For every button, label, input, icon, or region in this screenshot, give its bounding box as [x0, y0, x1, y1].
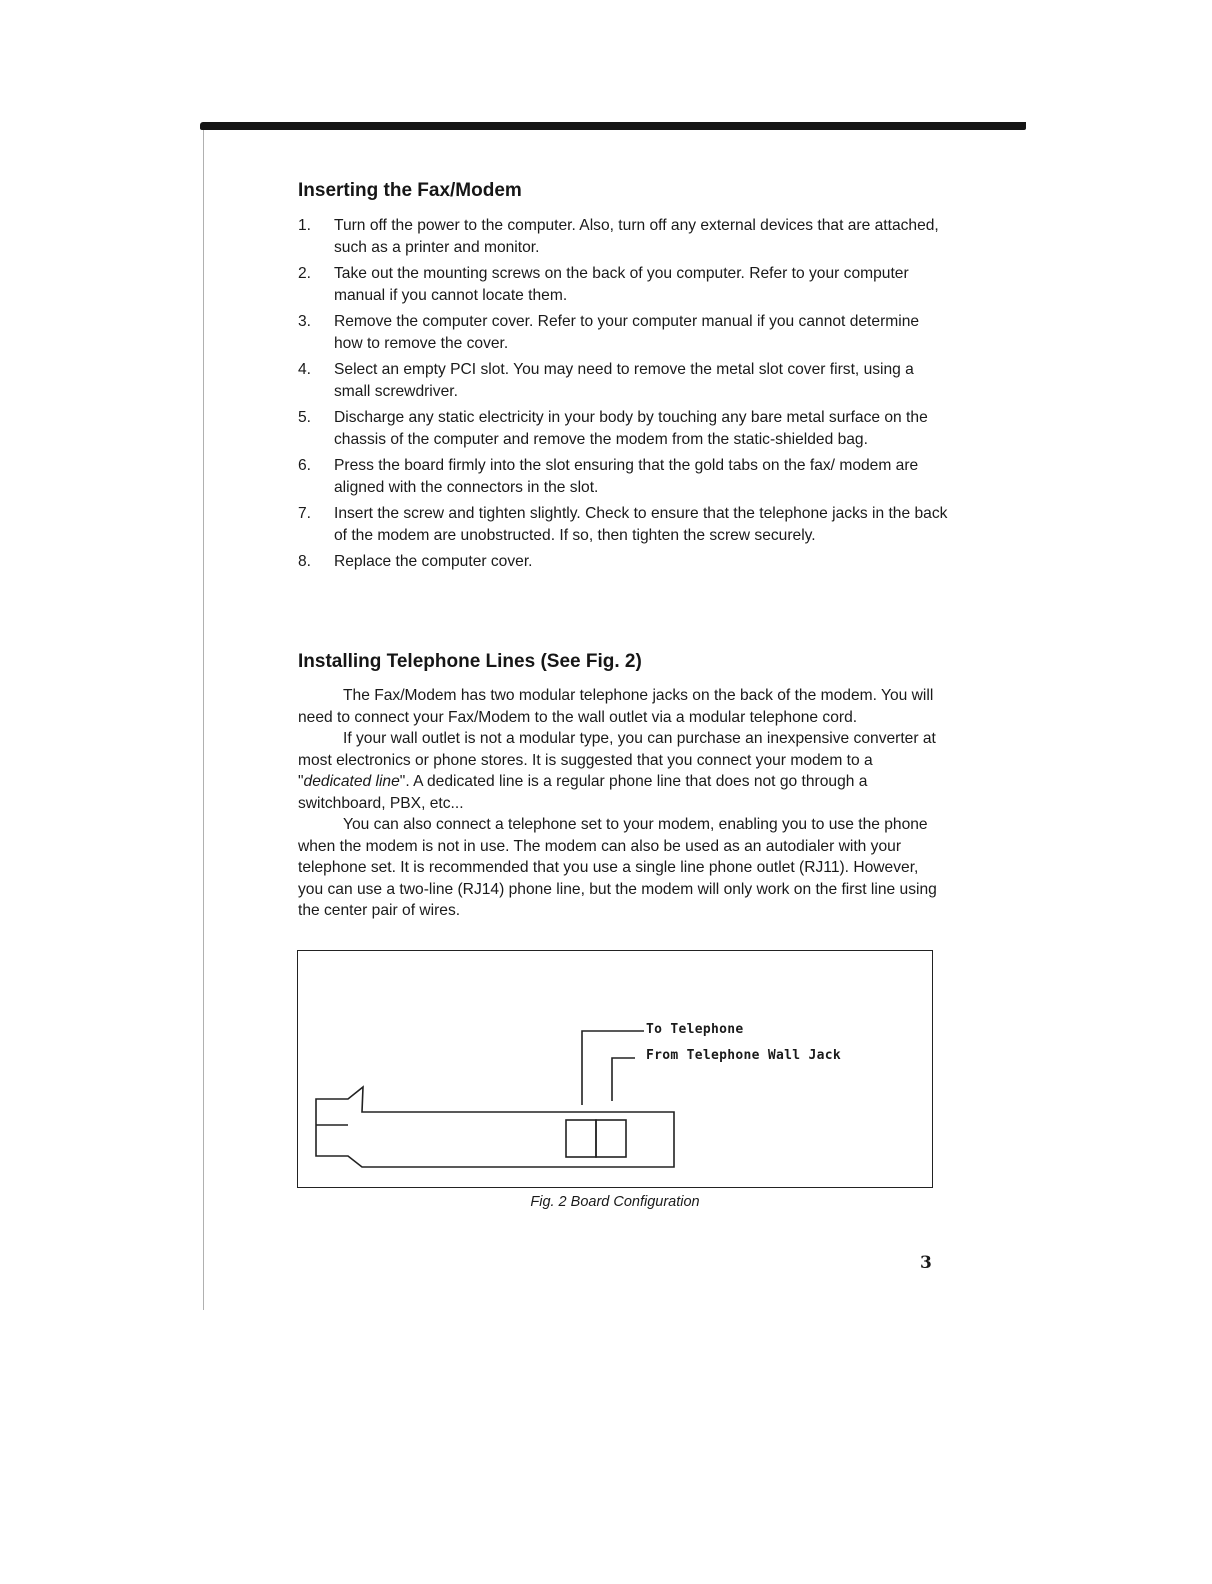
step-number: 3. [298, 313, 312, 330]
list-item [298, 551, 948, 573]
list-item [298, 263, 948, 306]
board-configuration-figure [297, 950, 933, 1188]
step-number: 5. [298, 409, 312, 426]
telephone-lines-body [298, 685, 938, 922]
wall-jack-lead [612, 1058, 635, 1101]
paragraph-text: ". A dedicated line is a regular phone line that does not go through a switchboard, PBX, etc... [298, 773, 868, 812]
step-text: Turn off the power to the computer. Also, turn off any external devices that are attached, such as a printer and monitor. [334, 217, 939, 256]
page-number: 3 [920, 1253, 932, 1273]
step-text: Insert the screw and tighten slightly. Check to ensure that the telephone jacks in the back of the modem are unobstructed. If so, then tighten the screw securely. [334, 505, 948, 544]
step-text: Press the board firmly into the slot ensuring that the gold tabs on the fax/ modem are aligned with the connectors in the slot. [334, 457, 919, 496]
installation-steps [298, 215, 948, 578]
label-from-wall-jack: From Telephone Wall Jack [646, 1048, 842, 1063]
step-number: 1. [298, 217, 312, 234]
paragraph: You can also connect a telephone set to your modem, enabling you to use the phone when the modem is not in use. The modem can also be used as an autodialer with your telephone set. It is recommended that you use a single line phone outlet (RJ11). However, you can use a two-line (RJ14) phone line, but the modem will only work on the first line using the center pair of wires. [298, 816, 937, 919]
list-item [298, 503, 948, 546]
step-number: 2. [298, 265, 312, 282]
paragraph: The Fax/Modem has two modular telephone jacks on the back of the modem. You will need to connect your Fax/Modem to the wall outlet via a modular telephone cord. [298, 687, 934, 726]
step-text: Select an empty PCI slot. You may need to remove the metal slot cover first, using a small screwdriver. [334, 361, 914, 400]
step-number: 6. [298, 457, 312, 474]
list-item [298, 215, 948, 258]
step-number: 4. [298, 361, 312, 378]
board-diagram [298, 951, 934, 1189]
emphasized-term: dedicated line [303, 773, 400, 790]
header-rule [200, 122, 1026, 130]
list-item [298, 407, 948, 450]
telephone-jack-right [596, 1120, 626, 1157]
list-item [298, 311, 948, 354]
section-title-inserting: Inserting the Fax/Modem [298, 180, 522, 201]
step-number: 7. [298, 505, 312, 522]
step-text: Take out the mounting screws on the back of you computer. Refer to your computer manual if you cannot locate them. [334, 265, 909, 304]
section-title-telephone-lines: Installing Telephone Lines (See Fig. 2) [298, 651, 642, 672]
modem-board-outline [316, 1087, 674, 1167]
figure-caption: Fig. 2 Board Configuration [530, 1194, 700, 1210]
list-item [298, 455, 948, 498]
paragraph-text: If your wall outlet is not a modular type, you can purchase an inexpensive converter at most electronics or phone stores. It is suggested that you connect your modem to a " [298, 730, 936, 790]
telephone-jack-left [566, 1120, 596, 1157]
step-text: Replace the computer cover. [334, 553, 533, 570]
list-item [298, 359, 948, 402]
label-to-telephone: To Telephone [646, 1022, 744, 1037]
to-telephone-lead [582, 1031, 644, 1105]
paragraph [298, 728, 938, 814]
step-text: Remove the computer cover. Refer to your computer manual if you cannot determine how to remove the cover. [334, 313, 920, 352]
step-text: Discharge any static electricity in your body by touching any bare metal surface on the chassis of the computer and remove the modem from the static-shielded bag. [334, 409, 928, 448]
step-number: 8. [298, 553, 312, 570]
scan-margin-line [203, 130, 204, 1310]
